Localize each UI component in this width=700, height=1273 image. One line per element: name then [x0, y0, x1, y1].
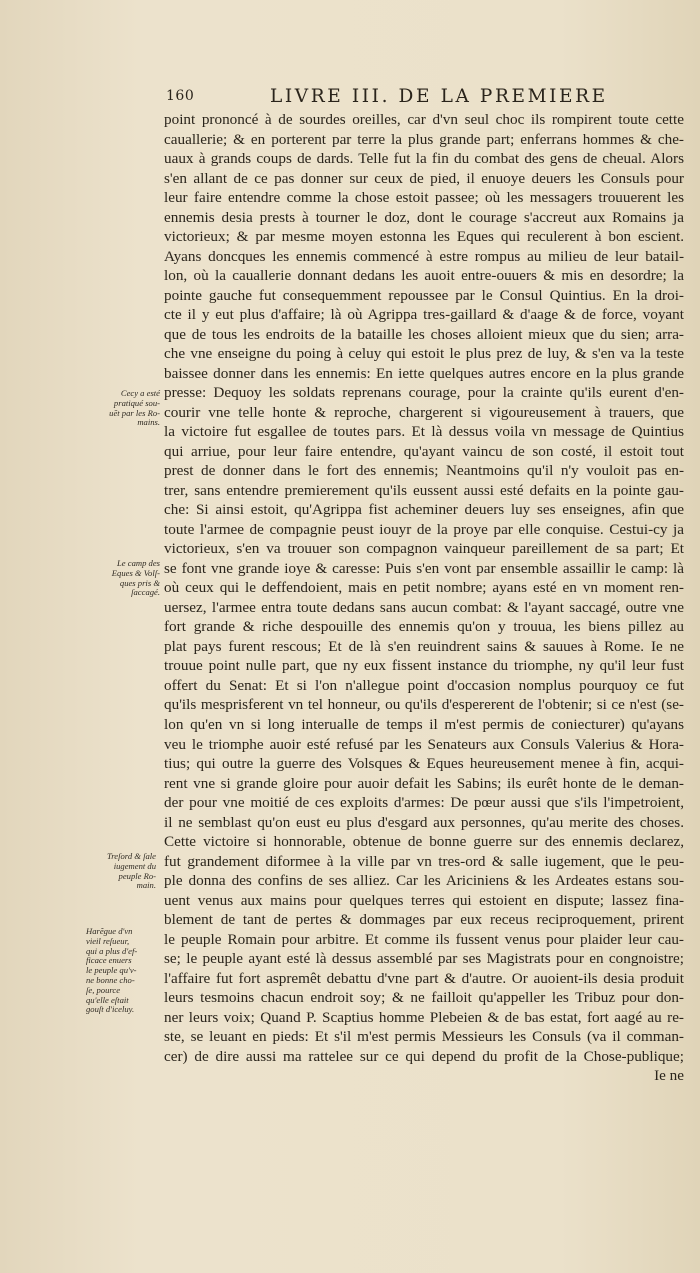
- text-line: qui arriue, pour leur faire entendre, qu'ayant vaincu de son costé, il estoit tout: [164, 442, 684, 460]
- text-line: trer, sans entendre premierement qu'ils eussent aussi esté defaits en la pointe gau-: [164, 481, 684, 499]
- marginal-note-line: qu'elle eſtait: [86, 994, 129, 1005]
- text-line: ste, se leuant en pieds: Et s'il m'est permis Messieurs les Consuls (va il comman-: [164, 1028, 684, 1046]
- marginal-note-line: iugement du: [113, 860, 156, 871]
- text-line: ple donna des confins de ses alliez. Car les Ariciniens & les Ardeates estans sou-: [164, 872, 684, 890]
- text-line: che: Si ainsi estoit, qu'Agrippa fist acheminer deuers luy ses enseignes, afin que: [164, 501, 684, 519]
- marginal-note-line: uẽt par les Ro-: [109, 407, 160, 418]
- text-line: che vne enseigne du poing à celuy qui estoit le plus prez de luy, & s'en va la teste: [164, 345, 684, 363]
- text-line: cer) de dire aussi ma rattelee sur ce qui depend du profit de la Chose-publique;: [164, 1047, 684, 1065]
- text-line: blement de tant de pertes & dommages par eux receus reciproquement, prirent: [164, 911, 684, 929]
- text-line: victorieux, s'en va trouuer son compagnon vainqueur pareillement de sa part; Et: [164, 540, 684, 558]
- text-line: uaux à grands coups de dards. Telle fut la fin du combat des gens de cheual. Alors: [164, 150, 684, 168]
- text-line: lon, où la cauallerie donnant dedans les auoit entre-ouuers & mis en desordre; la: [164, 267, 684, 285]
- page-number: 160: [166, 88, 195, 104]
- marginal-note-line: ſe, pource: [86, 984, 121, 995]
- marginal-note-line: ſaccagé.: [131, 587, 160, 598]
- marginal-note-line: mains.: [137, 417, 160, 428]
- text-line: trouue point nulle part, que ny eux fissent instance du triomphe, ny qu'il leur fust: [164, 657, 684, 675]
- text-line: cauallerie; & en porterent par terre la plus grande part; enferrans hommes & che-: [164, 130, 684, 148]
- text-line: courir vne telle honte & reproche, chargerent si vigoureusement à trauers, que: [164, 403, 684, 421]
- text-line: la victoire fut esgallee de toutes pars. Et là dessus voila vn message de Quintius: [164, 423, 684, 441]
- marginal-note-harangue: [86, 927, 158, 1015]
- text-line: ennemis desia prests à tourner le doz, dont le courage s'accreut aux Romains ja: [164, 208, 684, 226]
- marginal-note-line: peuple Ro-: [118, 870, 156, 881]
- marginal-note-line: Cecy a esté: [120, 388, 160, 398]
- marginal-note-line: Le camp des: [117, 558, 160, 568]
- marginal-note-line: pratiqué sou-: [113, 397, 160, 408]
- text-line: lon qu'en vn si long interualle de temps il m'est permis de coniecturer) qu'ayans: [164, 715, 684, 733]
- text-line: uent venus aux mains pour quelques terres qui estoient en dispute; lassez fina-: [164, 891, 684, 909]
- running-title: LIVRE III. DE LA PREMIERE: [270, 86, 608, 107]
- text-line: uersez, l'armee entra toute dedans sans aucun combat: & l'ayant saccagé, outre vne: [164, 598, 684, 616]
- text-line: leur faire entendre comme la chose estoit passee; où les messagers trouuerent les: [164, 189, 684, 207]
- text-line: toute l'armee de compagnie peust iouyr de la proye par elle conquise. Cestui-cy ja: [164, 520, 684, 538]
- main-text-block: [164, 110, 684, 1086]
- text-line: victorieux; & par mesme moyen estonna les Eques qui reculerent à bon escient.: [164, 228, 684, 246]
- text-line: que de tous les endroits de la bataille les choses alloient mieux que du sien; arra-: [164, 325, 684, 343]
- marginal-note-line: ques pris &: [119, 577, 160, 588]
- text-line: leurs tesmoins chacun endroit soy; & ne failloit qu'appeller les Tribuz pour don-: [164, 989, 684, 1007]
- text-line: fut grandement diformee à la ville par vn tres-ord & salle iugement, que le peu-: [164, 852, 684, 870]
- text-line: il ne semblast qu'on eust eu plus d'esgard aux personnes, qu'au merite des choses.: [164, 813, 684, 831]
- text-line: le peuple Romain pour arbitre. Et comme ils fussent venus pour plaider leur cau-: [164, 930, 684, 948]
- marginal-note-line: ficace enuers: [86, 955, 132, 966]
- marginal-note-line: Treſord & ſale: [106, 851, 156, 861]
- marginal-note-judgement: [80, 852, 156, 891]
- text-line: veu le triomphe auoir esté refusé par les Senateurs aux Consuls Valerius & Hora-: [164, 735, 684, 753]
- text-line: pointe gauche fut consequemment repoussee par le Consul Quintius. En la droi-: [164, 286, 684, 304]
- marginal-note-camp-taken: [84, 559, 160, 598]
- text-line: s'en allant de ce pas donner sur ceux de pied, il enuoye deuers les Consuls pour: [164, 169, 684, 187]
- marginal-note-line: le peuple qu'v-: [86, 965, 137, 976]
- text-line: Cette victoire si honnorable, obtenue de bonne guerre sur des ennemis declarez,: [164, 833, 684, 851]
- marginal-note-line: Harẽgue d'vn: [86, 926, 133, 936]
- text-line: se font vne grande ioye & caresse: Puis s'en vont par ensemble assaillir le camp: là: [164, 559, 684, 577]
- text-line: ner leurs voix; Quand P. Scaptius homme Plebeien & de bas estat, fort aagé au re-: [164, 1008, 684, 1026]
- text-line: presse: Dequoy les soldats reprenans courage, pour la crainte qu'ils eurent d'en-: [164, 384, 684, 402]
- page-header: [166, 88, 686, 110]
- text-line: tius; qui outre la guerre des Volsques & Eques heureusement menee à fin, acqui-: [164, 755, 684, 773]
- text-line: Ie ne: [654, 1067, 684, 1085]
- text-line: prest de donner dans le fort des ennemis; Neantmoins qu'il n'y vouloit pas en-: [164, 462, 684, 480]
- text-line: point prononcé à de sourdes oreilles, car d'vn seul choc ils rompirent toute cette: [164, 111, 684, 128]
- text-line: cte il y eut plus d'affaire; là où Agrippa tres-gaillard & d'aage & de force, voyant: [164, 306, 684, 324]
- marginal-note-line: gouſt d'iceluy.: [86, 1004, 135, 1015]
- text-line: rent vne si grande gloire pour auoir defait les Sabins; ils eurêt honte de le deman-: [164, 774, 684, 792]
- text-line: plat pays furent rescous; Et de là s'en reuindrent sains & sauues à Rome. Ie ne: [164, 637, 684, 655]
- marginal-note-line: main.: [136, 880, 156, 891]
- text-line: l'affaire fut fort aspremêt debattu d'vne part & d'autre. Or auoient-ils desia produit: [164, 969, 684, 987]
- text-line: der pour vne moitié de ces exploits d'armes: De pœur aussi que s'ils l'impetroient,: [164, 794, 684, 812]
- marginal-note-line: qui a plus d'ef-: [86, 945, 138, 956]
- marginal-note-line: vieil reſueur,: [86, 935, 130, 946]
- text-line: se; le peuple ayant esté là dessus assemblé par ses Magistrats pour en congnoistre;: [164, 950, 684, 968]
- marginal-note-roman-practice: [80, 389, 160, 428]
- text-line: baissee donner dans les ennemis: En iette quelques autres encore en la plus grande: [164, 364, 684, 382]
- text-line: Ayans doncques les ennemis commencé à estre rompus au milieu de leur batail-: [164, 247, 684, 265]
- marginal-note-line: ne bonne cho-: [86, 974, 135, 985]
- text-line: où ceux qui le deffendoient, mais en petit nombre; ayans esté en vn moment ren-: [164, 579, 684, 597]
- text-line: fort grande & riche despouille des ennemis qu'on y trouua, les biens pillez au: [164, 618, 684, 636]
- text-line: qu'ils mesprisferent vn tel honneur, ou qu'ils d'espererent de l'obtenir; si ce n'est (se-: [164, 696, 684, 714]
- text-line: offert du Senat: Et si l'on n'allegue point d'occasion nomplus pourquoy ce fut: [164, 676, 684, 694]
- marginal-note-line: Eques & Volſ-: [111, 567, 160, 578]
